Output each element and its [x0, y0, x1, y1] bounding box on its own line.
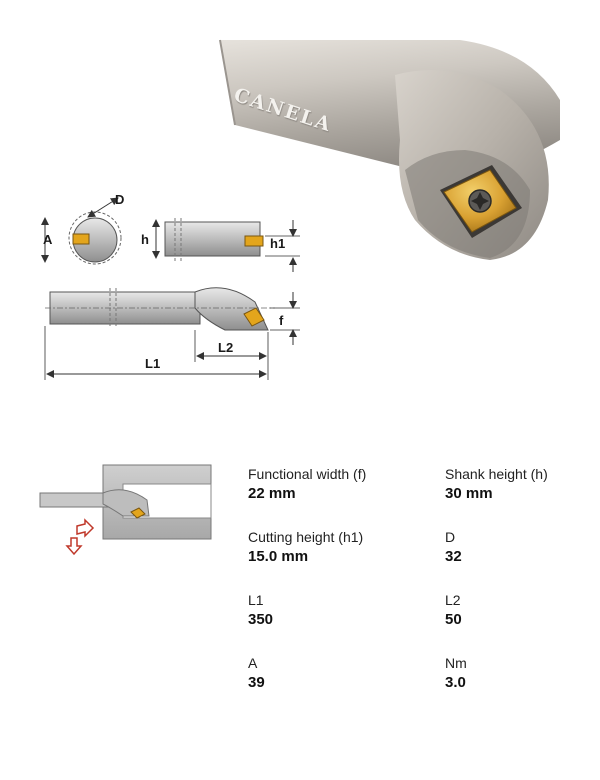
dim-label-l1: L1 [145, 356, 161, 371]
spec-a [248, 655, 265, 692]
spec-value: 22 mm [248, 485, 296, 502]
dim-label-l2: L2 [218, 340, 234, 355]
spec-label: Nm [445, 655, 467, 671]
spec-l2 [445, 592, 462, 629]
feed-direction-icon [67, 520, 93, 554]
dim-label-h: h [141, 232, 149, 247]
dim-label-h1: h1 [270, 236, 286, 251]
end-view [45, 198, 121, 264]
spec-value: 32 [445, 548, 462, 565]
spec-functional-width [248, 466, 366, 503]
dim-label-f: f [279, 313, 284, 328]
top-view [45, 288, 300, 380]
spec-nm [445, 655, 467, 692]
spec-label: Shank height (h) [445, 466, 548, 482]
spec-label: L1 [248, 592, 264, 608]
spec-l1 [248, 592, 273, 629]
spec-value: 30 mm [445, 485, 493, 502]
spec-shank-height [445, 466, 548, 503]
spec-value: 350 [248, 611, 274, 628]
spec-d [445, 529, 462, 566]
spec-value: 3.0 [445, 674, 466, 691]
dim-label-d: D [115, 192, 125, 207]
spec-value: 50 [445, 611, 462, 628]
dim-label-a: A [43, 232, 53, 247]
spec-value: 39 [248, 674, 265, 691]
spec-label: A [248, 655, 258, 671]
spec-label: Functional width (f) [248, 466, 367, 482]
spec-label: Cutting height (h1) [248, 529, 364, 545]
spec-label: L2 [445, 592, 461, 608]
spec-cutting-height [248, 529, 363, 566]
spec-value: 15.0 mm [248, 548, 309, 565]
brand-logo: CANELA [231, 84, 335, 137]
spec-label: D [445, 529, 456, 545]
application-icon [35, 460, 220, 570]
